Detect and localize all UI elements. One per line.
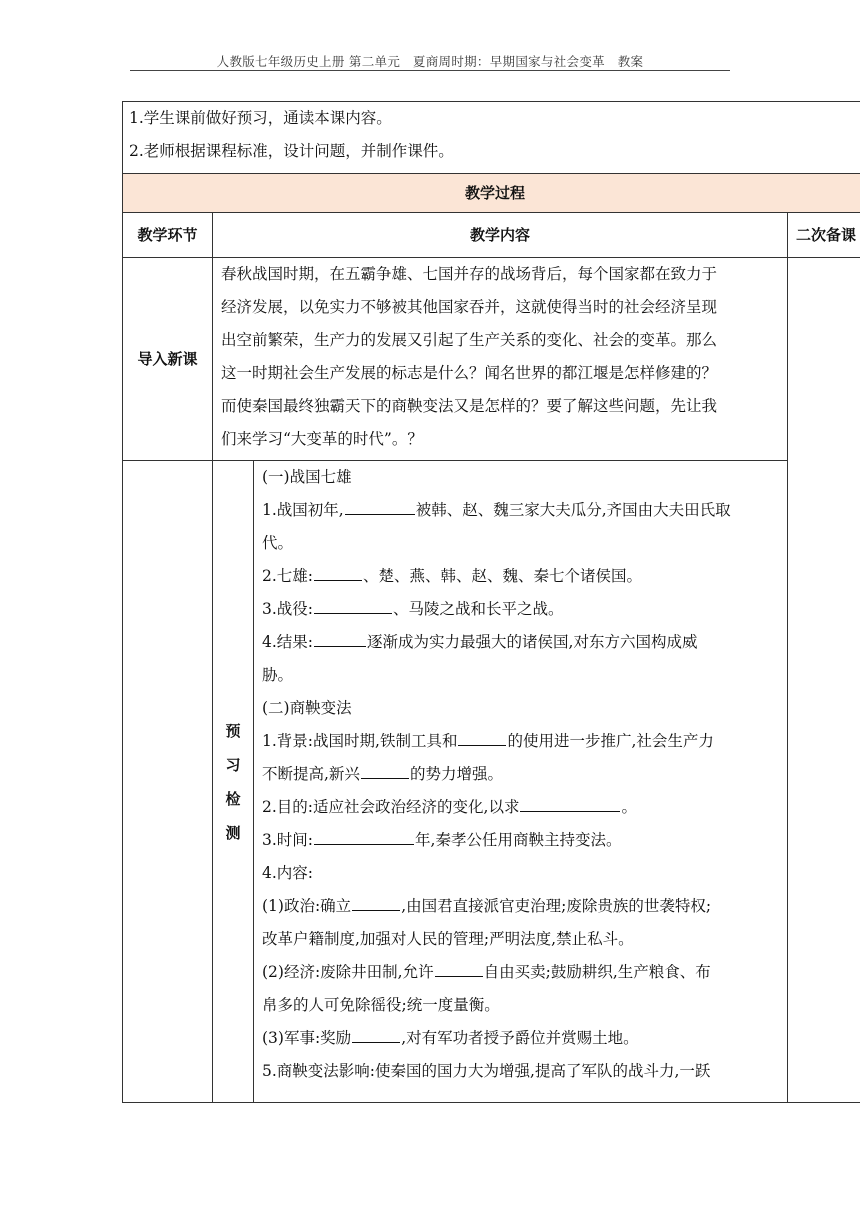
preview-line <box>262 560 781 593</box>
preview-line <box>262 725 781 758</box>
preview-text: 代。 <box>262 534 294 552</box>
notes-cell <box>788 258 860 1103</box>
intro-stage-label: 导入新课 <box>123 258 213 461</box>
fill-in-blank <box>314 626 366 647</box>
preview-text: 1.战国初年, <box>262 501 344 519</box>
fill-in-blank <box>458 725 506 746</box>
preview-text: 逐渐成为实力最强大的诸侯国,对东方六国构成威 <box>367 633 698 651</box>
preview-text: 2.目的:适应社会政治经济的变化,以求 <box>262 798 520 816</box>
preview-text: 2.七雄: <box>262 567 314 585</box>
fill-in-blank <box>352 890 400 911</box>
intro-line: 这一时期社会生产发展的标志是什么？闻名世界的都江堰是怎样修建的？ <box>221 364 718 382</box>
preview-line <box>262 593 781 626</box>
fill-in-blank <box>520 791 620 812</box>
fill-in-blank <box>314 593 392 614</box>
preview-text: 5.商鞅变法影响:使秦国的国力大为增强,提高了军队的战斗力,一跃 <box>262 1062 711 1080</box>
preview-line <box>262 824 781 857</box>
column-header-content: 教学内容 <box>213 213 788 258</box>
preview-content <box>254 461 788 1103</box>
preview-text: 的势力增强。 <box>409 765 503 783</box>
preview-line <box>262 461 781 494</box>
fill-in-blank <box>352 1022 400 1043</box>
prep-line-2: 2.老师根据课程标准，设计问题，并制作课件。 <box>129 142 454 160</box>
preview-text: 年,秦孝公任用商鞅主持变法。 <box>415 831 622 849</box>
preview-text: ,对有军功者授予爵位并赏赐土地。 <box>401 1029 639 1047</box>
prep-line-1: 1.学生课前做好预习，通读本课内容。 <box>129 109 392 127</box>
preview-text: (2)经济:废除井田制,允许 <box>262 963 434 981</box>
preview-text: 改革户籍制度,加强对人民的管理;严明法度,禁止私斗。 <box>262 930 634 948</box>
lesson-table <box>122 101 860 1103</box>
preview-text: 4.结果: <box>262 633 314 651</box>
preview-text: (1)政治:确立 <box>262 897 352 915</box>
stage-cell-empty <box>123 461 213 1103</box>
fill-in-blank <box>345 494 415 515</box>
intro-line: 而使秦国最终独霸天下的商鞅变法又是怎样的？要了解这些问题，先让我 <box>221 397 718 415</box>
fill-in-blank <box>361 758 409 779</box>
preview-line <box>262 494 781 527</box>
preview-line <box>262 857 781 890</box>
process-banner: 教学过程 <box>123 174 860 213</box>
preview-text: 被韩、赵、魏三家大夫瓜分,齐国由大夫田氏取 <box>415 501 731 519</box>
fill-in-blank <box>435 956 483 977</box>
intro-line: 春秋战国时期，在五霸争雄、七国并存的战场背后，每个国家都在致力于 <box>221 265 718 283</box>
header-rule <box>130 70 730 71</box>
preview-text: 1.背景:战国时期,铁制工具和 <box>262 732 458 750</box>
preview-text: 3.战役: <box>262 600 314 618</box>
intro-line: 出空前繁荣，生产力的发展又引起了生产关系的变化、社会的变革。那么 <box>221 331 718 349</box>
preview-text: 、楚、燕、韩、赵、魏、秦七个诸侯国。 <box>363 567 643 585</box>
preview-line <box>262 956 781 989</box>
preview-line <box>262 923 781 956</box>
preview-text: 胁。 <box>262 666 294 684</box>
preview-text: 的使用进一步推广,社会生产力 <box>507 732 714 750</box>
preview-line <box>262 1055 781 1088</box>
preview-line <box>262 989 781 1022</box>
preview-line <box>262 659 781 692</box>
preview-text: 帛多的人可免除徭役;统一度量衡。 <box>262 996 500 1014</box>
preview-line <box>262 758 781 791</box>
preview-text: 自由买卖;鼓励耕织,生产粮食、布 <box>483 963 711 981</box>
column-header-stage: 教学环节 <box>123 213 213 258</box>
preview-line <box>262 626 781 659</box>
sub-char: 检 <box>225 789 241 808</box>
preview-line <box>262 1022 781 1055</box>
preview-text: 4.内容: <box>262 864 314 882</box>
preview-text: 不断提高,新兴 <box>262 765 360 783</box>
fill-in-blank <box>314 824 414 845</box>
page-header: 人教版七年级历史上册 第二单元 夏商周时期：早期国家与社会变革 教案 <box>216 54 644 69</box>
preview-line <box>262 890 781 923</box>
preview-line <box>262 791 781 824</box>
preview-sub-label <box>213 461 254 1103</box>
preview-text: (二)商鞅变法 <box>262 699 352 717</box>
fill-in-blank <box>314 560 362 581</box>
intro-line: 们来学习“大变革的时代”。？ <box>221 430 423 448</box>
preview-text: ,由国君直接派官吏治理;废除贵族的世袭特权; <box>401 897 712 915</box>
preview-text: (一)战国七雄 <box>262 468 352 486</box>
sub-char: 预 <box>225 721 241 740</box>
preview-text: 、马陵之战和长平之战。 <box>393 600 564 618</box>
intro-line: 经济发展，以免实力不够被其他国家吞并，这就使得当时的社会经济呈现 <box>221 298 718 316</box>
sub-char: 习 <box>225 755 241 774</box>
preview-text: 3.时间: <box>262 831 314 849</box>
preview-text: (3)军事:奖励 <box>262 1029 352 1047</box>
preview-text: 。 <box>621 798 637 816</box>
sub-char: 测 <box>225 823 241 842</box>
preview-line <box>262 527 781 560</box>
preview-line <box>262 692 781 725</box>
intro-content <box>213 258 788 461</box>
column-header-notes: 二次备课 <box>788 213 860 258</box>
preparation-cell <box>123 102 860 174</box>
